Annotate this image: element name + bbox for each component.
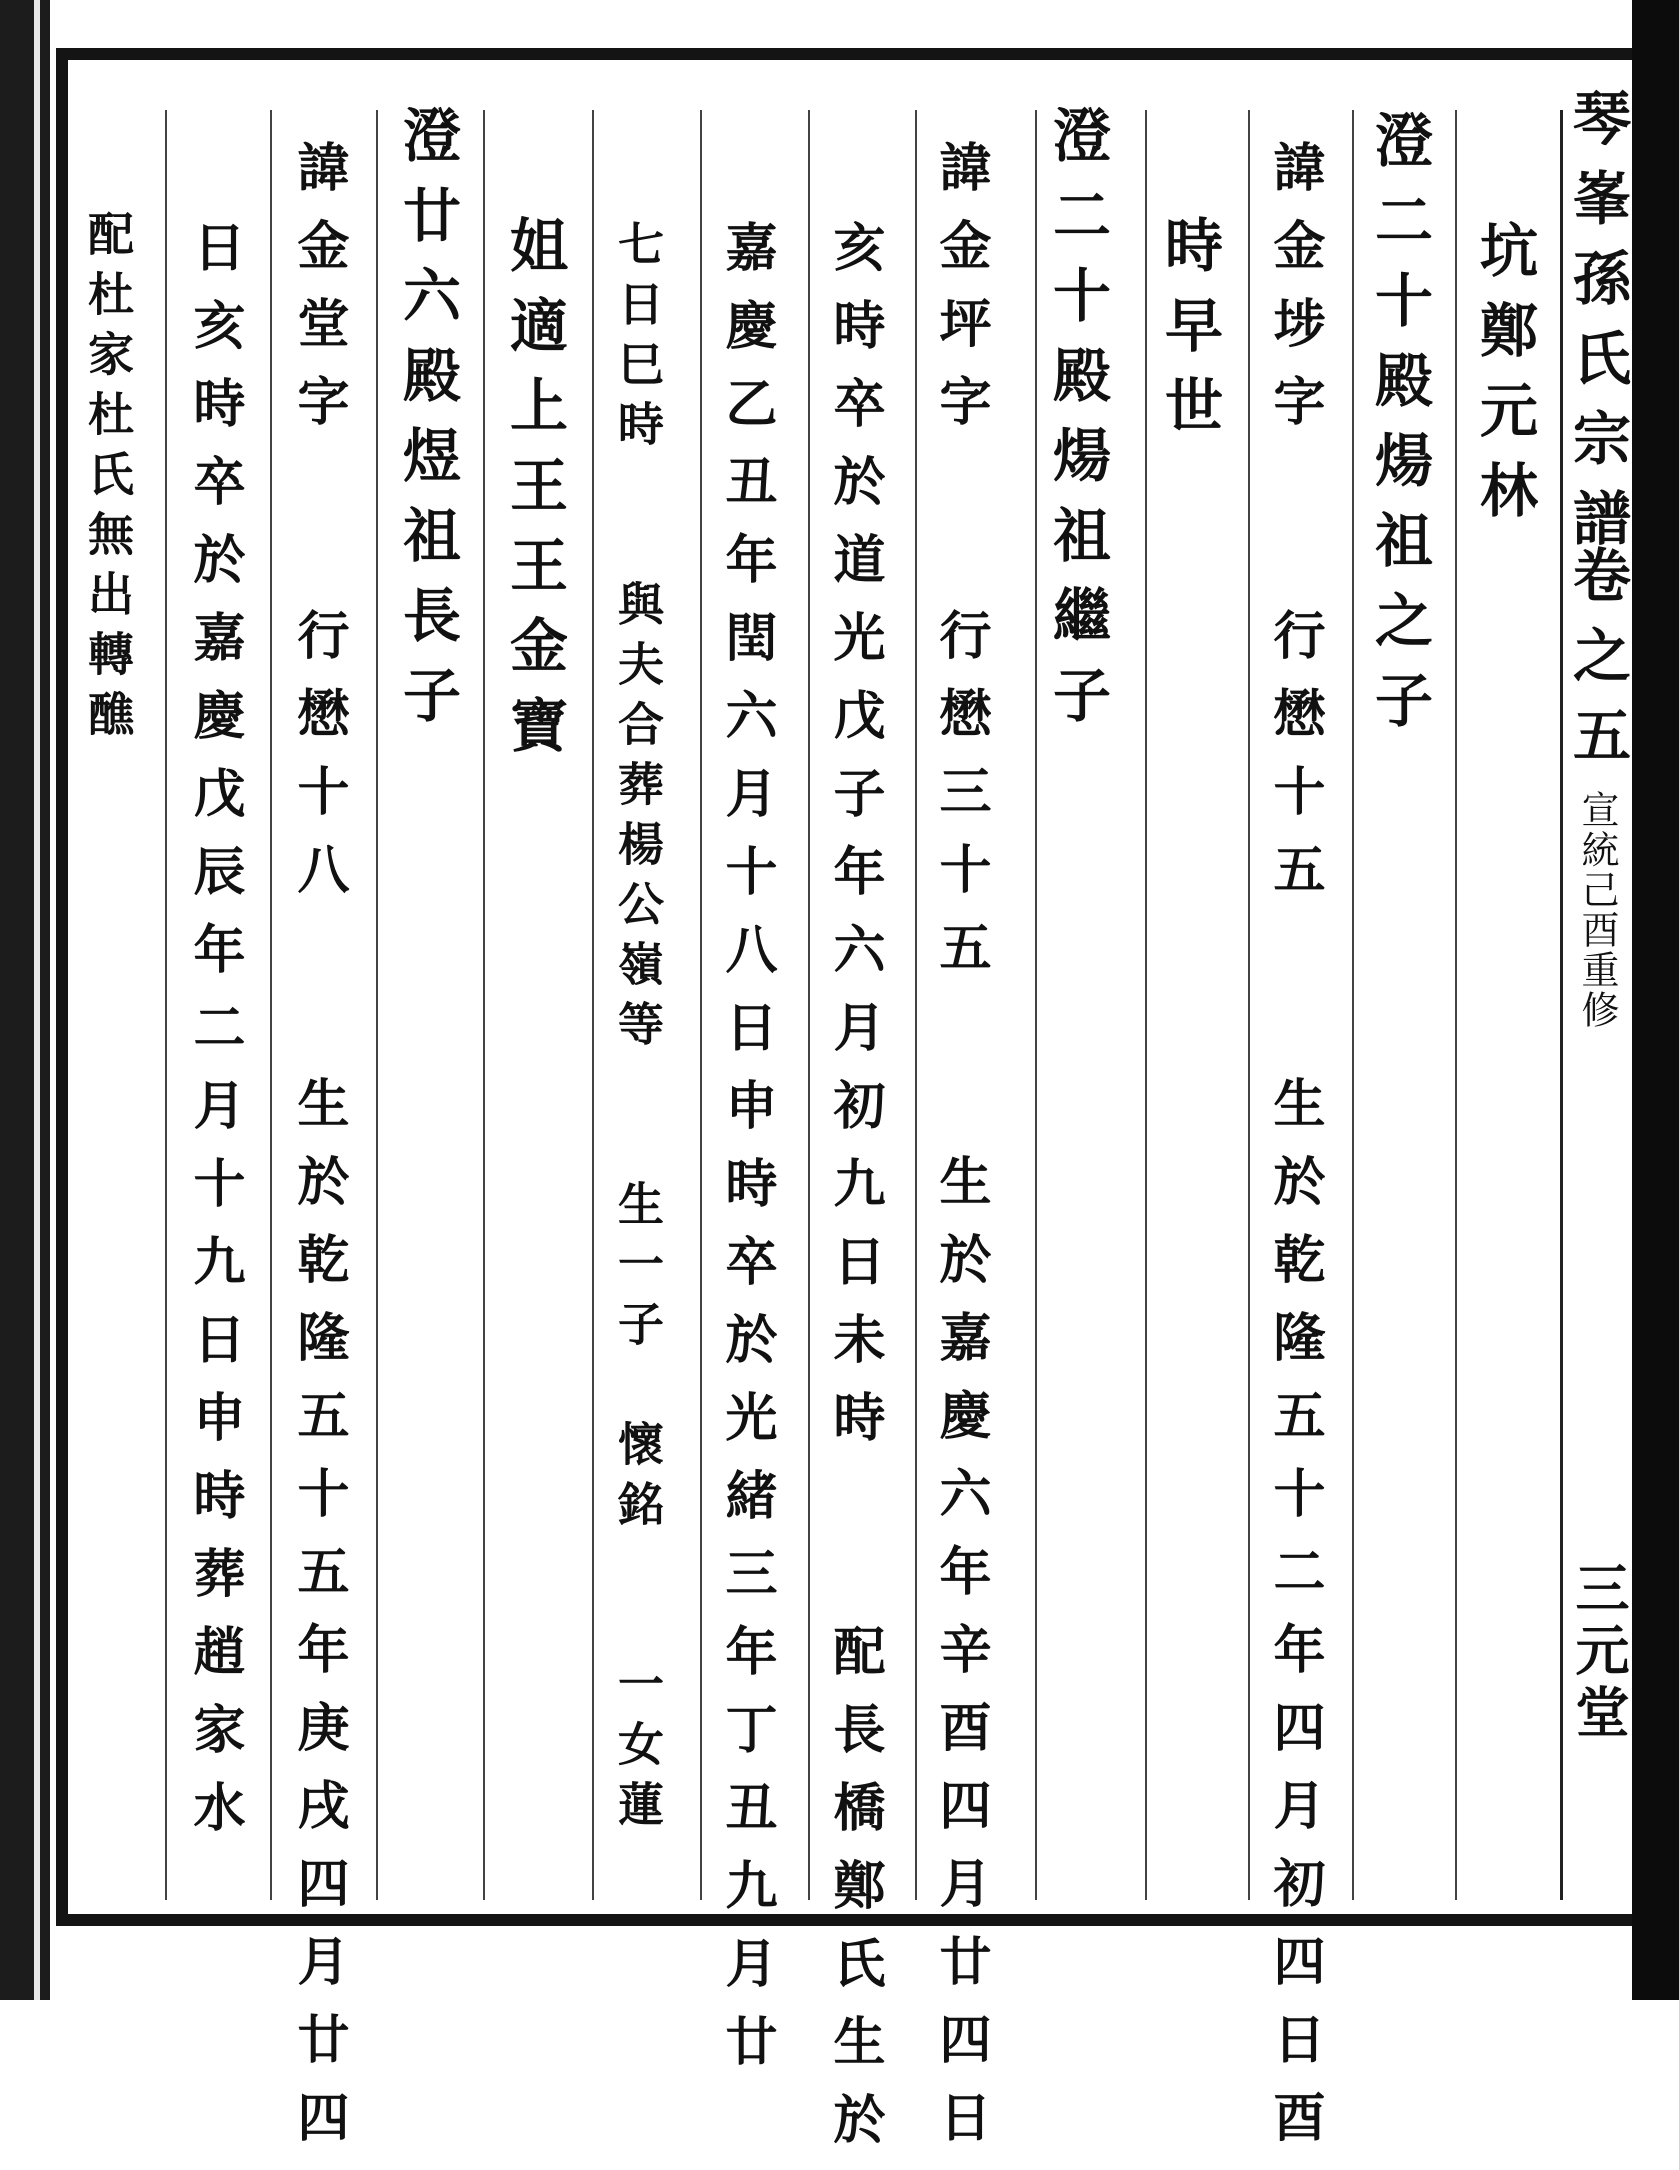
column-rule (483, 110, 485, 1900)
text-column-13: 日亥時卒於嘉慶戊辰年二月十九日申時葬趙家水 (184, 220, 245, 1858)
column-rule (1248, 110, 1250, 1900)
text-column-4: 時早世 (1155, 215, 1223, 455)
text-column-2: 澄二十殿煬祖之子 (1365, 110, 1433, 750)
volume-label: 卷之五 (1563, 545, 1631, 785)
hall-mark: 三元堂 (1567, 1560, 1631, 1746)
column-rule (1352, 110, 1354, 1900)
text-column-14: 配杜家杜氏無出轉醮 (81, 210, 135, 750)
border-top (56, 48, 1632, 60)
left-edge-highlight (34, 0, 40, 2000)
text-column-7: 亥時卒於道光戊子年六月初九日未時 配長橋鄭氏生於 (824, 220, 885, 2170)
column-rule (808, 110, 810, 1900)
column-rule (270, 110, 272, 1900)
text-column-1: 坑鄭元林 (1470, 220, 1538, 540)
column-rule (1145, 110, 1147, 1900)
book-title: 琴峯孫氏宗譜 (1563, 88, 1631, 568)
text-column-5: 澄二十殿煬祖繼子 (1043, 105, 1111, 745)
text-column-12: 諱金堂字 行懋十八 生於乾隆五十五年庚戌四月廿四 (288, 140, 349, 2168)
text-column-3: 諱金埗字 行懋十五 生於乾隆五十二年四月初四日酉 (1264, 140, 1325, 2168)
border-left (56, 48, 68, 1926)
text-column-8: 嘉慶乙丑年閏六月十八日申時卒於光緒三年丁丑九月廿 (716, 220, 777, 2092)
text-column-10: 姐適上王王金寶 (500, 215, 568, 775)
column-rule (1455, 110, 1457, 1900)
text-column-9: 七日巳時 與夫合葬楊公嶺等 生一子 懷銘 一女蓮 (611, 220, 665, 1840)
column-rule (700, 110, 702, 1900)
text-column-6: 諱金坪字 行懋三十五 生於嘉慶六年辛酉四月廿四日 (930, 140, 991, 2168)
column-rule (915, 110, 917, 1900)
column-rule (376, 110, 378, 1900)
left-page-edge (0, 0, 50, 2000)
column-rule (165, 110, 167, 1900)
column-rule (1035, 110, 1037, 1900)
edition-note: 宣統己酉重修 (1575, 790, 1619, 1030)
right-page-edge (1632, 0, 1679, 2000)
column-rule (592, 110, 594, 1900)
text-column-11: 澄廿六殿煜祖長子 (393, 105, 461, 745)
top-margin (50, 0, 1632, 48)
